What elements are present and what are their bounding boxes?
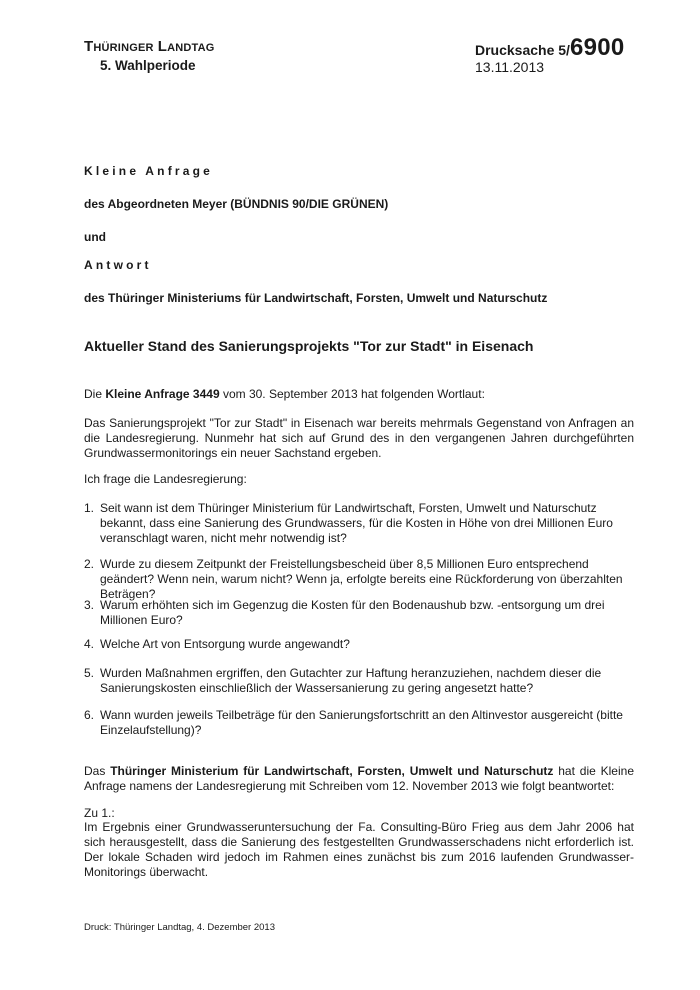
answer-heading: Antwort: [84, 258, 152, 272]
query-reference: Kleine Anfrage 3449: [105, 387, 220, 401]
question-1: 1. Seit wann ist dem Thüringer Ministerium für Landwirtschaft, Forsten, Umwelt und Naturschutz bekannt, dass eine Sanierung des Grundwassers, für die Kosten in Höhe von drei Millionen Euro veranschlagt waren, nicht mehr notwendig ist?: [84, 501, 613, 545]
parliament-name: THÜRINGER LANDTAG: [84, 38, 215, 55]
print-footer: Druck: Thüringer Landtag, 4. Dezember 2013: [84, 922, 275, 933]
conjunction: und: [84, 230, 106, 244]
document-number-block: [475, 34, 625, 75]
legislative-period: 5. Wahlperiode: [100, 58, 196, 73]
intro-line: Die Kleine Anfrage 3449 vom 30. September 2013 hat folgenden Wortlaut:: [84, 387, 485, 401]
answer-1-text: Im Ergebnis einer Grundwasseruntersuchung der Fa. Consulting-Büro Frieg aus dem Jahr 2006 hat sich herausgestellt, dass die Sanierung des festgestellten Grundwasserschadens nicht erforderlich ist. Der lokale Schaden wird jedoch im Rahmen eines zunächst bis zum 2016 laufenden Grundwasser-Monitorings überwacht.: [84, 820, 634, 879]
question-3: 3. Warum erhöhten sich im Gegenzug die Kosten für den Bodenaushub bzw. -entsorgung um drei Millionen Euro?: [84, 598, 605, 627]
answer-1-label: Zu 1.:: [84, 806, 115, 820]
ministry-line: des Thüringer Ministeriums für Landwirtschaft, Forsten, Umwelt und Naturschutz: [84, 291, 548, 305]
background-paragraph: Das Sanierungsprojekt "Tor zur Stadt" in Eisenach war bereits mehrmals Gegenstand von Anfragen an die Landesregierung. Nunmehr hat sich auf Grund des in den vergangenen Jahren durchgeführten Grundwassermonitorings ein neuer Sachstand ergeben.: [84, 416, 634, 460]
document-date: 13.11.2013: [475, 59, 545, 75]
drucksache-number: 6900: [569, 34, 625, 61]
answer-ministry: Thüringer Ministerium für Landwirtschaft, Forsten, Umwelt und Naturschutz: [110, 764, 554, 778]
document-type-heading: Kleine Anfrage: [84, 164, 214, 178]
question-4: 4. Welche Art von Entsorgung wurde angewandt?: [84, 637, 350, 651]
author-line: des Abgeordneten Meyer (BÜNDNIS 90/DIE GRÜNEN): [84, 197, 389, 211]
question-5: 5. Wurden Maßnahmen ergriffen, den Gutachter zur Haftung heranzuziehen, nachdem dieser die Sanierungskosten einschließlich der Wassersanierung zu gering angesetzt hatte?: [84, 666, 602, 695]
question-6: 6. Wann wurden jeweils Teilbeträge für den Sanierungsfortschritt an den Altinvestor ausgereicht (bitte Einzelaufstellung)?: [84, 708, 623, 737]
drucksache-label: Drucksache 5/: [475, 42, 570, 58]
question-2: 2. Wurde zu diesem Zeitpunkt der Freistellungsbescheid über 8,5 Millionen Euro entsprechend geändert? Wenn nein, warum nicht? Wenn ja, erfolgte bereits eine Rückforderung von überzahlten Beträgen?: [84, 557, 623, 601]
document-title: Aktueller Stand des Sanierungsprojekts "Tor zur Stadt" in Eisenach: [84, 338, 534, 354]
question-intro: Ich frage die Landesregierung:: [84, 472, 247, 486]
answer-intro: Das Thüringer Ministerium für Landwirtschaft, Forsten, Umwelt und Naturschutz hat die Kleine Anfrage namens der Landesregierung mit Schreiben vom 12. November 2013 wie folgt beantwortet:: [84, 764, 634, 793]
parliament-header: [84, 38, 215, 74]
